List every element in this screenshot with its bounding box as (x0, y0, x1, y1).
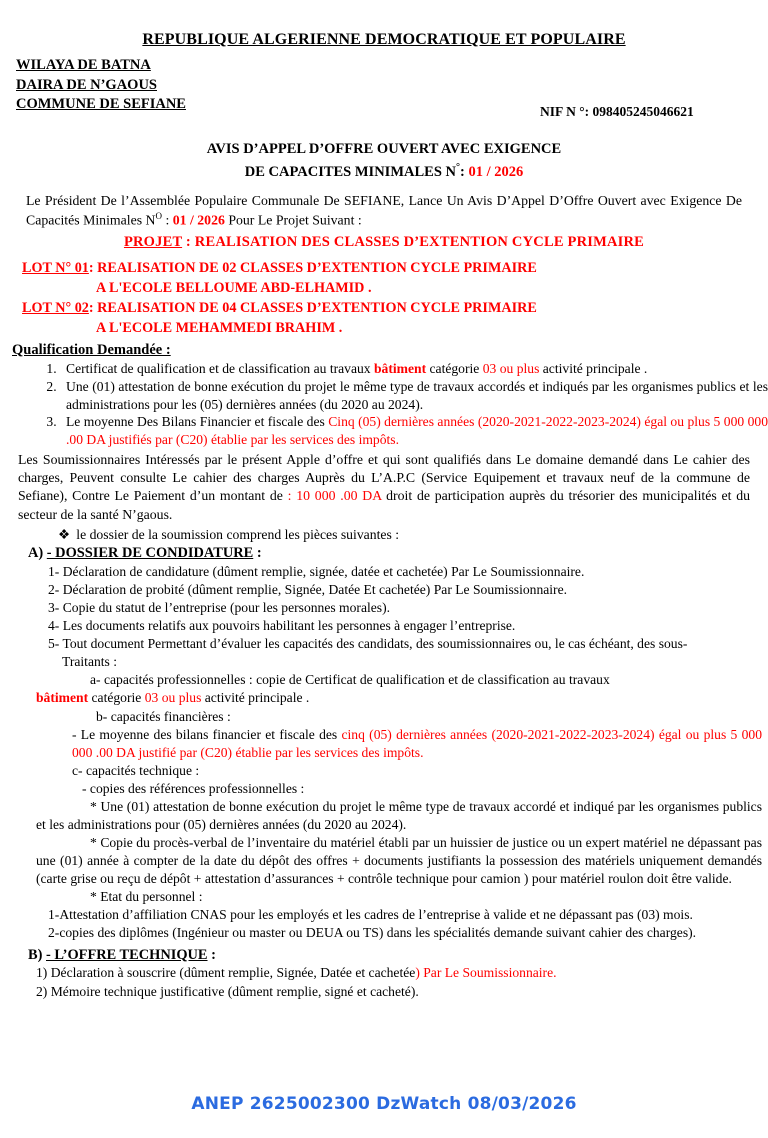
document-masthead (0, 0, 768, 120)
lot-1-text: : REALISATION DE 02 CLASSES D’EXTENTION CYCLE PRIMAIRE (88, 260, 537, 276)
lots-block (0, 258, 768, 339)
intro-part1: Le Président De l’Assemblée Populaire Communale De SEFIANE, Lance Un Avis D’Appel D’Offre Ouvert avec Exigence De Capacités Minimales N (26, 192, 742, 228)
qualification-item-2 (60, 378, 768, 413)
qualification-item-1 (60, 360, 768, 378)
qual-1-text1: Certificat de qualification et de classification au travaux (66, 361, 374, 377)
qual-1-text3: activité principale . (539, 361, 648, 377)
cap-b-years: cinq (05) dernières années (2020-2021-2022-2023-2024) égal ou plus 5 000 000 .00 DA justifié par (C20) établie par les services des impôts. (72, 726, 763, 760)
section-a-item-5-cont: Traitants : (62, 654, 118, 670)
project-text: : REALISATION DES CLASSES D’EXTENTION CYCLE PRIMAIRE (182, 234, 645, 251)
cap-a-text1: a- capacités professionnelles : copie de Certificat de qualification et de classification au travaux (90, 672, 610, 688)
notice-title (0, 138, 768, 184)
notice-title-colon: : (459, 164, 469, 181)
diamond-bullet-icon: ❖ (58, 526, 71, 542)
cap-b-text1: - Le moyenne des bilans financier et fiscale des (72, 726, 342, 742)
section-a-item-2: 2- Déclaration de probité (dûment remplie, Signée, Datée Et cachetée) Par Le Soumissionnaire. (48, 581, 568, 597)
qual-2-text: Une (01) attestation de bonne exécution du projet le même type de travaux accordés et indiqués par les organismes publics et les administrations pour les (05) dernières années (du 2020 au 2024). (66, 378, 768, 412)
lot-2-school: A L'ECOLE MEHAMMEDI BRAHIM . (96, 320, 343, 337)
intro-part3: Pour Le Projet Suivant : (224, 212, 362, 228)
section-b-prefix: B) (28, 946, 43, 963)
section-a-capacity-professional-cont (0, 689, 768, 707)
wilaya-line (16, 56, 768, 75)
daira-line (16, 76, 768, 95)
lot-2-label: LOT N° 02 (22, 300, 89, 317)
section-b-item-2: 2) Mémoire technique justificative (dûment remplie, signé et cacheté). (36, 983, 419, 999)
nif-label: NIF N °: (540, 104, 590, 120)
dossier-intro-text: le dossier de la soumission comprend les pièces suivantes : (76, 526, 400, 542)
consult-amount: : 10 000 .00 DA (287, 488, 382, 504)
daira-label: DAIRA DE N’GAOUS (16, 76, 157, 93)
anep-footer: ANEP 2625002300 DzWatch 08/03/2026 (191, 1094, 577, 1114)
section-a-suffix: : (253, 545, 262, 562)
qual-3-text1: Le moyenne Des Bilans Financier et fiscale des (66, 414, 329, 430)
cap-a-text2: catégorie (88, 690, 145, 706)
section-a-star-1: * Une (01) attestation de bonne exécution du projet le même type de travaux accordé et indiqué par les organismes publics et les administrations pour (05) dernières années (du 2020 au 2024). (36, 798, 762, 832)
lot-1-line (22, 258, 768, 278)
wilaya-label: WILAYA DE BATNA (16, 57, 151, 74)
notice-number: 01 / 2026 (468, 164, 524, 181)
section-a-item-5: 5- Tout document Permettant d’évaluer les capacités des candidats, des soumissionnaires ou, le cas échéant, des sous- (48, 636, 688, 652)
qualification-heading: Qualification Demandée : (12, 341, 171, 358)
page-title: REPUBLIQUE ALGERIENNE DEMOCRATIQUE ET POPULAIRE (142, 31, 626, 48)
section-a-heading (0, 544, 768, 562)
lot-2-text: : REALISATION DE 04 CLASSES D’EXTENTION CYCLE PRIMAIRE (88, 300, 537, 317)
section-a-capacity-financial-text (0, 726, 768, 762)
section-b-heading (0, 946, 768, 964)
section-a-capacity-financial-label: b- capacités financières : (96, 708, 231, 724)
section-b-item-1-red: ) Par Le Soumissionnaire. (415, 964, 557, 980)
intro-notice-number: 01 / 2026 (172, 212, 225, 228)
section-a-star-3: * Etat du personnel : (90, 889, 203, 905)
notice-title-line2 (0, 160, 768, 183)
nif-value: 098405245046621 (592, 104, 694, 120)
consult-part1: Les Soumissionnaires Intéressés par le présent Apple d’offre et qui sont qualifiés dans Le domaine demandé dans Le cahier des charges, Peuvent consulte Le cahier des charges Auprès du L’A.P.C (Service Equipement et travaux neuf de la commune de Sefiane), Contre Le Paiement d’un montant de (18, 451, 750, 504)
notice-title-line1: AVIS D’APPEL D’OFFRE OUVERT AVEC EXIGENCE (206, 140, 562, 157)
lot-1-school: A L'ECOLE BELLOUME ABD-ELHAMID . (96, 280, 372, 297)
qual-1-categorie: 03 ou plus (482, 361, 540, 377)
qualification-item-3 (60, 413, 768, 448)
section-b-title: - L’OFFRE TECHNIQUE (46, 946, 208, 963)
section-a-item-3: 3- Copie du statut de l’entreprise (pour les personnes morales). (48, 600, 391, 616)
notice-title-line2-prefix: DE CAPACITES MINIMALES N (244, 164, 456, 181)
intro-degree-symbol: O (155, 211, 163, 222)
section-a-personnel-1: 1-Attestation d’affiliation CNAS pour les employés et les cadres de l’entreprise à valide et ne dépassant pas (03) mois. (48, 907, 693, 923)
section-a-title: - DOSSIER DE CONDIDATURE (46, 545, 254, 562)
dossier-intro-line (0, 526, 768, 544)
consult-part2: droit de participation auprès du trésorier des municipalités et du secteur de la santé N’gaous. (18, 488, 750, 522)
section-a-prefix: A) (28, 545, 44, 562)
qualification-list (0, 360, 768, 448)
qual-3-years: Cinq (05) dernières années (2020-2021-2022-2023-2024) égal ou plus 5 000 000 .00 DA justifiés par (C20) établie par les services des impôts. (66, 414, 768, 447)
cap-a-categorie: 03 ou plus (144, 690, 202, 706)
qual-1-batiment: bâtiment (374, 361, 427, 377)
cap-a-batiment: bâtiment (36, 690, 89, 706)
section-b-suffix: : (207, 946, 216, 963)
section-a-star-2: * Copie du procès-verbal de l’inventaire du matériel établi par un huissier de justice ou un expert matériel ne dépassant pas une (01) année à compter de la date du dépôt des offres + documents justifiants la possession des matériels uniquement demandés (carte grise ou reçu de dépôt + attestation d’assurances + contrôle technique pour camion ) pour matériel roulon doit être valide. (36, 835, 762, 887)
degree-symbol: ° (455, 162, 460, 174)
qual-1-text2: catégorie (426, 361, 483, 377)
section-a-personnel-2: 2-copies des diplômes (Ingénieur ou master ou DEUA ou TS) dans les spécialités demande suivant cahier des charges). (48, 925, 697, 941)
section-a-capacity-professional (0, 671, 768, 689)
section-a-capacity-technical-label: c- capacités technique : (72, 762, 200, 778)
lot-2-line (22, 298, 768, 318)
commune-label: COMMUNE DE SEFIANE (16, 95, 186, 112)
section-b-item-1-black: 1) Déclaration à souscrire (dûment remplie, Signée, Datée et cachetée (36, 964, 416, 980)
section-a-item-4: 4- Les documents relatifs aux pouvoirs habilitant les personnes à engager l’entreprise. (48, 618, 516, 634)
section-a-item-1: 1- Déclaration de candidature (dûment remplie, signée, datée et cachetée) Par Le Soumissionnaire. (48, 563, 585, 579)
section-b-item-1 (0, 964, 768, 983)
consultation-paragraph (18, 451, 750, 524)
intro-paragraph (26, 192, 742, 231)
cap-a-text3: activité principale . (201, 690, 310, 706)
project-line (0, 233, 768, 252)
intro-part2: : (162, 212, 173, 228)
project-label: PROJET (123, 234, 183, 251)
administration-block (0, 56, 768, 120)
nif-block (540, 103, 694, 121)
section-a-references-label: - copies des références professionnelles : (82, 780, 305, 796)
lot-1-label: LOT N° 01 (22, 260, 89, 276)
